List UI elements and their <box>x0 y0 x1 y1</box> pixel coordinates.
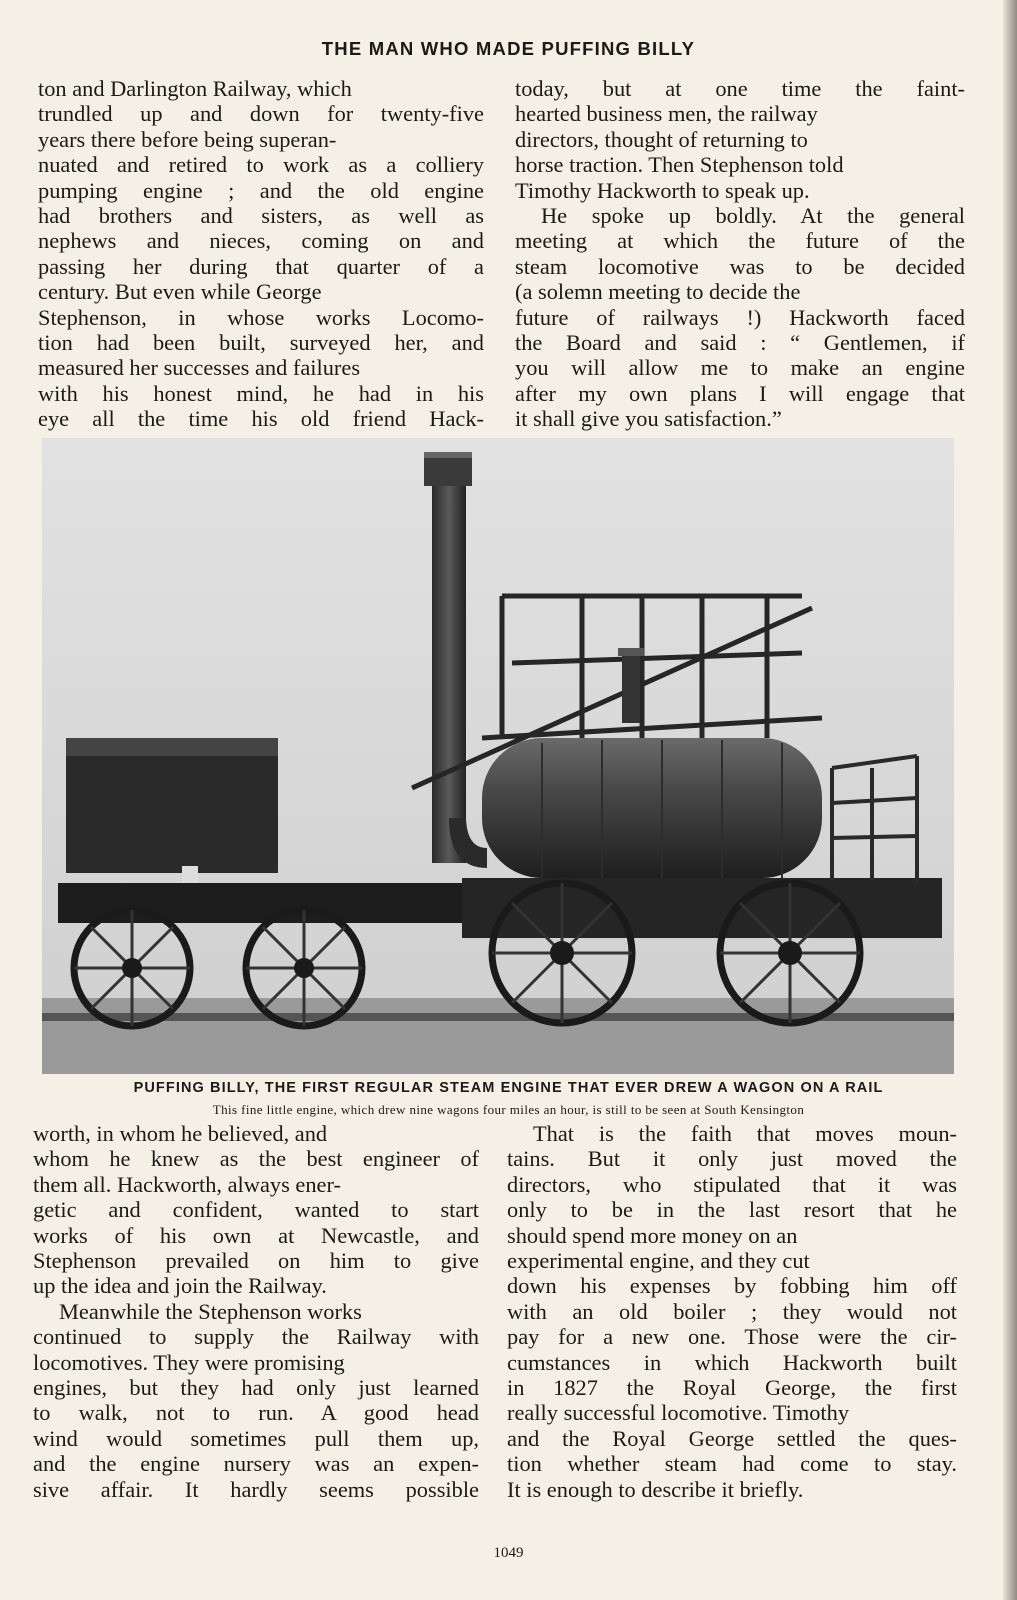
text-line: up the idea and join the Railway. <box>33 1273 327 1299</box>
text-line: locomotives. They were promising <box>33 1349 345 1375</box>
text-line: getic and confident, wanted to start <box>33 1197 479 1223</box>
text-line: passing her during that quarter of a <box>38 253 484 279</box>
text-line: continued to supply the Railway with <box>33 1324 479 1350</box>
text-line: tains. But it only just moved the <box>507 1146 957 1172</box>
page-binding-shadow <box>1003 0 1017 1600</box>
text-line: He spoke up boldly. At the general <box>541 203 965 229</box>
page-number: 1049 <box>493 1545 524 1561</box>
running-head: THE MAN WHO MADE PUFFING BILLY <box>321 38 696 59</box>
text-line: experimental engine, and they cut <box>507 1248 810 1274</box>
text-line: future of railways !) Hackworth faced <box>515 304 965 330</box>
text-line: nuated and retired to work as a colliery <box>38 152 484 178</box>
text-line: only to be in the last resort that he <box>507 1197 957 1223</box>
locomotive-photograph <box>42 438 954 1074</box>
text-line: steam locomotive was to be decided <box>515 253 965 279</box>
text-line: it shall give you satisfaction.” <box>515 406 782 432</box>
text-line: years there before being superan- <box>38 126 337 152</box>
text-line: tion had been built, surveyed her, and <box>38 330 484 356</box>
text-line: worth, in whom he believed, and <box>33 1121 328 1146</box>
text-line: had brothers and sisters, as well as <box>38 203 484 229</box>
column-top-right <box>515 76 965 432</box>
text-line: wind would sometimes pull them up, <box>33 1425 479 1451</box>
text-line: Stephenson prevailed on him to give <box>33 1248 479 1274</box>
column-top-left <box>38 76 484 432</box>
text-line: hearted business men, the railway <box>515 101 818 127</box>
text-line: horse traction. Then Stephenson told <box>515 152 844 178</box>
text-line: to walk, not to run. A good head <box>33 1400 479 1426</box>
text-line: with his honest mind, he had in his <box>38 380 484 406</box>
text-line: century. But even while George <box>38 279 322 305</box>
text-line: and the Royal George settled the ques- <box>507 1425 957 1451</box>
text-line: pumping engine ; and the old engine <box>38 177 484 203</box>
text-line: directors, thought of returning to <box>515 126 808 152</box>
text-line: works of his own at Newcastle, and <box>33 1222 479 1248</box>
text-line: the Board and said : “ Gentlemen, if <box>515 330 965 356</box>
text-line: That is the faith that moves moun- <box>533 1121 957 1146</box>
text-line: measured her successes and failures <box>38 355 361 381</box>
text-line: whom he knew as the best engineer of <box>33 1146 479 1172</box>
text-line: (a solemn meeting to decide the <box>515 279 801 305</box>
text-line: Meanwhile the Stephenson works <box>59 1298 362 1324</box>
text-line: in 1827 the Royal George, the first <box>507 1375 957 1401</box>
text-line: tion whether steam had come to stay. <box>507 1451 957 1477</box>
text-line: after my own plans I will engage that <box>515 380 965 406</box>
text-line: It is enough to describe it briefly. <box>507 1476 804 1502</box>
text-line: them all. Hackworth, always ener- <box>33 1171 341 1197</box>
text-line: really successful locomotive. Timothy <box>507 1400 850 1426</box>
text-line: meeting at which the future of the <box>515 228 965 254</box>
steam-locomotive-icon <box>42 438 954 1074</box>
column-bottom-right <box>507 1121 957 1502</box>
text-line: directors, who stipulated that it was <box>507 1171 957 1197</box>
text-line: ton and Darlington Railway, which <box>38 76 352 101</box>
text-line: with an old boiler ; they would not <box>507 1298 957 1324</box>
text-line: engines, but they had only just learned <box>33 1375 479 1401</box>
figure-caption-title: PUFFING BILLY, THE FIRST REGULAR STEAM ENGINE THAT EVER DREW A WAGON ON A RAIL <box>133 1080 884 1096</box>
text-line: down his expenses by fobbing him off <box>507 1273 957 1299</box>
text-line: cumstances in which Hackworth built <box>507 1349 957 1375</box>
text-line: eye all the time his old friend Hack- <box>38 406 484 432</box>
column-bottom-left <box>33 1121 479 1502</box>
text-line: sive affair. It hardly seems possible <box>33 1476 479 1502</box>
text-line: today, but at one time the faint- <box>515 76 965 101</box>
text-line: Timothy Hackworth to speak up. <box>515 177 810 203</box>
text-line: should spend more money on an <box>507 1222 798 1248</box>
text-line: trundled up and down for twenty-five <box>38 101 484 127</box>
figure-caption-subtitle: This fine little engine, which drew nine wagons four miles an hour, is still to be seen at South Kensington <box>212 1102 805 1117</box>
text-line: you will allow me to make an engine <box>515 355 965 381</box>
text-line: and the engine nursery was an expen- <box>33 1451 479 1477</box>
text-line: nephews and nieces, coming on and <box>38 228 484 254</box>
text-line: Stephenson, in whose works Locomo- <box>38 304 484 330</box>
text-line: pay for a new one. Those were the cir- <box>507 1324 957 1350</box>
